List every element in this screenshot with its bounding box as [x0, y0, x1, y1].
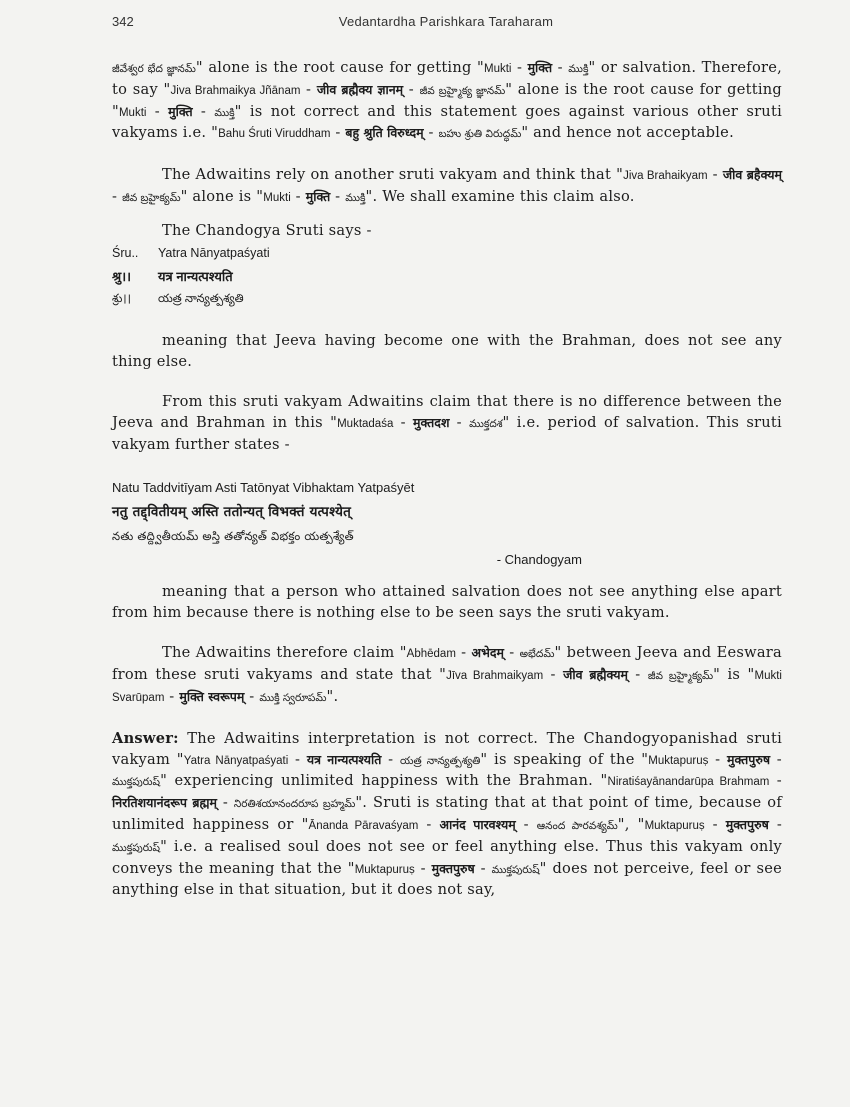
telugu-text: ముక్తపురుష్ [491, 863, 540, 876]
page-number: 342 [112, 14, 134, 29]
telugu-text: జీవ బ్రహైక్యమ్ [122, 191, 181, 204]
quote-label: శ్రు।। [112, 292, 132, 305]
translit-text: Mukti Svarūpam [112, 670, 782, 704]
translit-text: Mukti [263, 191, 291, 204]
body-text: " alone is the root cause for getting " [195, 59, 485, 76]
telugu-text: యత్ర నాన్యత్పశ్యతి [399, 754, 481, 767]
quote-line-telugu [112, 288, 782, 311]
translit-text: Mukti [118, 106, 147, 119]
separator: - [708, 750, 727, 768]
telugu-text: ముక్తి స్వరూపమ్ [259, 691, 327, 704]
body-text: " is not correct and this statement goes against various other sruti vakyams i.e. " [112, 102, 782, 142]
devanagari-text: मुक्ति स्वरूपम् [179, 688, 245, 704]
devanagari-text: बहु श्रुति विरुध्दम् [345, 125, 424, 141]
separator: - [707, 166, 723, 184]
verse-devanagari: नतु तद्द्वितीयम् अस्ति ततोन्यत् विभक्तं यत्पश्येत् [112, 503, 352, 520]
body-text: The Adwaitins rely on another sruti vakyam and think that " [162, 166, 624, 184]
body-text: ", " [617, 815, 645, 833]
telugu-text: జీవ బ్రహ్మైక్య జ్ఞానమ్ [419, 84, 506, 97]
translit-text: Mukti [484, 63, 512, 75]
telugu-text: ముక్తి [568, 63, 589, 75]
body-text: " between Jeeva and Eeswara from these sruti vakyams and state that " [112, 644, 782, 684]
body-text: " or salvation. Therefore, to say " [112, 59, 782, 98]
separator: - [449, 414, 470, 432]
page-body [112, 58, 782, 901]
devanagari-text: मुक्तपुरुष [725, 816, 769, 832]
body-text: " alone is " [180, 187, 264, 205]
running-title: Vedantardha Parishkara Taraharam [338, 14, 554, 29]
separator: - [403, 80, 420, 98]
body-text: ". Sruti is stating that at that point of time, because of unlimited happiness or " [112, 794, 782, 833]
devanagari-text: अभेदम् [471, 645, 504, 661]
body-text: " i.e. a realised soul does not see or feel anything else. Thus this vakyam only conveys the meaning that the " [112, 837, 782, 877]
devanagari-text: आनंद पारवश्यम् [439, 816, 516, 832]
body-text: " i.e. period of salvation. This sruti vakyam further states - [112, 414, 782, 453]
paragraph-3: meaning that Jeeva having become one with the Brahman, does not see any thing else. [112, 331, 782, 370]
translit-text: Bahu Śruti Viruddham [218, 128, 331, 141]
answer-paragraph [112, 729, 782, 901]
body-text: From this sruti vakyam Adwaitins claim that there is no difference between the Jeeva and Brahman in this " [112, 393, 782, 432]
telugu-text: ముక్తపురుష్ [112, 841, 161, 854]
devanagari-text: मुक्ति [305, 188, 331, 204]
answer-label: Answer: [112, 729, 179, 747]
telugu-text: నిరతిశయానందరూప బ్రహ్మమ్ [233, 798, 356, 811]
separator: - [504, 644, 520, 662]
body-text: ". [326, 687, 339, 705]
devanagari-text: निरतिशयानंदरूप ब्रह्मम् [112, 795, 217, 811]
separator: - [146, 102, 169, 120]
translit-text: Muktadaśa [337, 418, 394, 431]
separator: - [511, 59, 528, 76]
separator: - [704, 815, 726, 833]
body-text: " experiencing unlimited happiness with the Brahman. " [160, 772, 608, 790]
body-text: " and hence not acceptable. [521, 124, 734, 142]
quote-label: श्रु।। [112, 268, 132, 284]
devanagari-text: जीव ब्रह्मैक्यम् [563, 667, 628, 683]
telugu-text: ఆనంద పారవశ్యమ్ [536, 819, 618, 832]
translit-text: Muktapuruṣ [354, 863, 415, 876]
devanagari-text: मुक्तपुरुष [431, 860, 475, 876]
separator: - [474, 859, 492, 877]
separator: - [244, 687, 260, 705]
separator: - [290, 187, 306, 205]
telugu-text: ముక్తదశ [469, 418, 503, 431]
quote-line-translit [112, 242, 782, 265]
telugu-text: ముక్తపురుష్ [112, 776, 161, 789]
telugu-text: బహు శ్రుతి విరుద్ధమ్ [438, 128, 522, 141]
separator: - [543, 666, 564, 684]
translit-text: Jiva Brahmaikya Jñānam [170, 84, 301, 97]
separator: - [768, 815, 782, 833]
body-text: " is speaking of the " [480, 750, 649, 768]
verse-telugu: నతు తద్ద్వితీయమ్ అస్తి తతోన్యత్ విభక్తం యత్పశ్యేత్ [112, 528, 354, 543]
separator: - [418, 815, 440, 833]
chandogya-intro: The Chandogya Sruti says - [162, 221, 372, 239]
body-text: ". We shall examine this claim also. [365, 187, 635, 205]
separator: - [455, 644, 472, 662]
paragraph-5: meaning that a person who attained salvation does not see anything else apart from him because there is nothing else to be seen says the sruti vakyam. [112, 582, 782, 621]
quote-text: यत्र नान्यत्पश्यति [158, 268, 233, 284]
separator: - [515, 815, 537, 833]
devanagari-text: यत्र नान्यत्पश्यति [306, 751, 382, 767]
translit-text: Jiva Brahaikyam [623, 170, 708, 183]
telugu-text: ముక్తి [345, 191, 366, 204]
quote-line-devanagari [112, 265, 782, 288]
separator: - [216, 794, 234, 812]
telugu-text: జీవ బ్రహ్మైక్యమ్ [647, 670, 714, 683]
separator: - [330, 124, 346, 142]
devanagari-text: जीव ब्रहैक्यम् [722, 167, 782, 183]
separator: - [393, 414, 413, 432]
quote-text: యత్ర నాన్యత్పశ్యతి [158, 292, 244, 305]
translit-text: Yatra Nānyatpaśyati [183, 754, 289, 767]
translit-text: Ānanda Pāravaśyam [308, 819, 419, 832]
body-text: The Adwaitins therefore claim " [162, 644, 407, 662]
translit-text: Muktapuruṣ [648, 754, 709, 767]
separator: - [769, 772, 782, 790]
separator: - [414, 859, 432, 877]
separator: - [770, 750, 782, 768]
page-header [112, 14, 780, 34]
translit-text: Muktapuruṣ [644, 819, 705, 832]
separator: - [192, 102, 215, 120]
paragraph-2 [112, 165, 782, 209]
separator: - [423, 124, 439, 142]
body-text: The Adwaitins interpretation is not correct. The Chandogyopanishad sruti vakyam " [112, 729, 782, 768]
paragraph-4 [112, 392, 782, 455]
body-text: " does not perceive, feel or see anything else in that situation, but it does not say, [112, 859, 782, 899]
separator: - [627, 666, 648, 684]
separator: - [300, 80, 317, 98]
verse-translit: Natu Taddvitīyam Asti Tatōnyat Vibhaktam Yatpaśyēt [112, 479, 415, 495]
body-text: " alone is the root cause for getting " [112, 80, 782, 120]
separator: - [164, 687, 180, 705]
separator: - [112, 187, 123, 205]
devanagari-text: जीव ब्रह्मैक्य ज्ञानम् [316, 81, 404, 97]
paragraph-1 [112, 58, 782, 145]
separator: - [381, 750, 400, 768]
verse-source: - Chandogyam [496, 551, 582, 567]
telugu-text: అభేదమ్ [519, 648, 555, 661]
quote-label: Śru.. [112, 245, 139, 260]
translit-text: Jīva Brahmaikyam [446, 670, 544, 683]
devanagari-text: मुक्ति [527, 60, 553, 75]
translit-text: Abhēdam [406, 648, 456, 661]
separator: - [288, 750, 307, 768]
devanagari-text: मुक्ति [168, 103, 193, 119]
paragraph-6 [112, 643, 782, 708]
separator: - [552, 59, 569, 76]
devanagari-text: मुक्तदश [413, 415, 450, 431]
telugu-text: జీవేశ్వర భేద జ్ఞానమ్ [112, 63, 196, 75]
body-text: " is " [713, 666, 755, 684]
quote-text: Yatra Nānyatpaśyati [158, 245, 270, 260]
devanagari-text: मुक्तपुरुष [726, 751, 771, 767]
translit-text: Niratiśayānandarūpa Brahmam [607, 776, 770, 789]
separator: - [330, 187, 346, 205]
telugu-text: ముక్తి [214, 106, 235, 119]
